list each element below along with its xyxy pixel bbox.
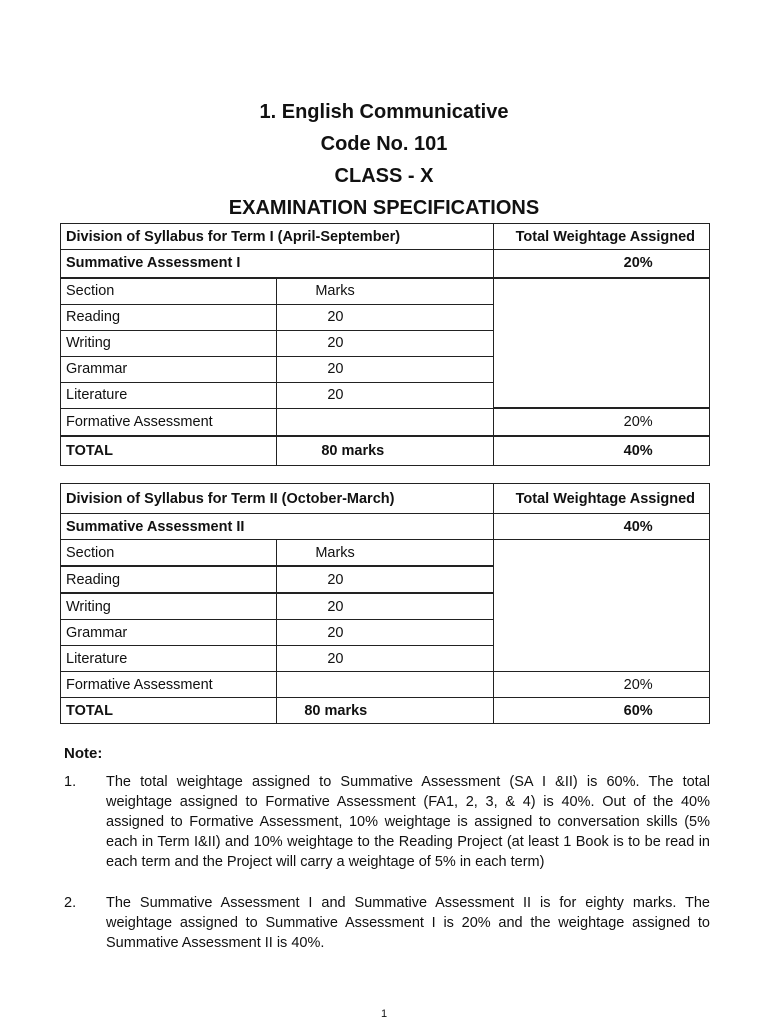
term2-formative-label: Formative Assessment (61, 672, 277, 698)
term2-grammar-label: Grammar (61, 620, 277, 646)
term1-total-label: TOTAL (61, 436, 277, 465)
term1-total-weight: 40% (493, 436, 709, 465)
document-title-block (0, 96, 768, 224)
term1-reading-label: Reading (61, 304, 277, 330)
table-row (61, 408, 710, 436)
table-row (61, 514, 710, 540)
note-text: The Summative Assessment I and Summative Assessment II is for eighty marks. The weightage assigned to Summative Assessment I is 20% and the weightage assigned to Summative Assessment II is 40%. (106, 895, 710, 951)
term2-reading-label: Reading (61, 566, 277, 593)
term1-spec-table (60, 223, 710, 466)
term1-summative-weight: 20% (493, 250, 709, 278)
table-row (61, 436, 710, 465)
table-row (61, 224, 710, 250)
table-row (61, 278, 710, 305)
term2-literature-marks: 20 (277, 646, 493, 672)
note-text: The total weightage assigned to Summative Assessment (SA I &II) is 60%. The total weightage assigned to Formative Assessment (FA1, 2, 3, & 4) is 40%. Out of the 40% assigned to Formative Assessment, 10% weightage is assigned to conversation skills (5% each in Term I&II) and 10% weightage to the Reading Project (at least 1 Book is to be read in each term and the Project will carry a weightage of 5% in each term) (106, 774, 710, 870)
term2-total-weight: 60% (493, 698, 709, 724)
subject-title: 1. English Communicative (259, 101, 509, 123)
term1-reading-marks: 20 (277, 304, 493, 330)
term2-formative-marks (277, 672, 493, 698)
term2-section-header: Section (61, 540, 277, 567)
term2-grammar-marks: 20 (277, 620, 493, 646)
term1-summative-label: Summative Assessment I (61, 250, 494, 278)
subject-code: Code No. 101 (320, 133, 448, 155)
term2-formative-weight: 20% (493, 672, 709, 698)
term2-division-cell: Division of Syllabus for Term II (October-March) (61, 484, 494, 514)
table-row (61, 484, 710, 514)
term1-grammar-marks: 20 (277, 356, 493, 382)
note-heading: Note: (64, 745, 103, 762)
term1-division-cell: Division of Syllabus for Term I (April-September) (61, 224, 494, 250)
term2-writing-marks: 20 (277, 593, 493, 620)
term1-empty-weight-cell (493, 278, 709, 409)
term1-formative-marks (277, 408, 493, 436)
table-row (61, 540, 710, 567)
term2-empty-weight-cell (493, 540, 709, 672)
note-item-1 (64, 772, 710, 872)
term1-writing-label: Writing (61, 330, 277, 356)
table-row (61, 250, 710, 278)
specifications-heading: EXAMINATION SPECIFICATIONS (228, 197, 540, 219)
term2-total-label: TOTAL (61, 698, 277, 724)
term1-formative-label: Formative Assessment (61, 408, 277, 436)
term1-marks-header: Marks (277, 278, 493, 305)
term1-writing-marks: 20 (277, 330, 493, 356)
term1-total-marks: 80 marks (277, 436, 493, 465)
term2-spec-table (60, 483, 710, 724)
term2-marks-header: Marks (277, 540, 493, 567)
page-number: 1 (380, 1008, 388, 1020)
note-number: 1. (64, 774, 77, 790)
term1-formative-weight: 20% (493, 408, 709, 436)
term1-grammar-label: Grammar (61, 356, 277, 382)
table-row (61, 698, 710, 724)
term2-summative-label: Summative Assessment II (61, 514, 494, 540)
term1-literature-label: Literature (61, 382, 277, 408)
term2-literature-label: Literature (61, 646, 277, 672)
term2-summative-weight: 40% (493, 514, 709, 540)
class-label: CLASS - X (334, 165, 434, 187)
term2-reading-marks: 20 (277, 566, 493, 593)
term1-weightage-header: Total Weightage Assigned (493, 224, 709, 250)
note-number: 2. (64, 895, 77, 911)
term1-section-header: Section (61, 278, 277, 305)
term2-writing-label: Writing (61, 593, 277, 620)
term1-literature-marks: 20 (277, 382, 493, 408)
note-item-2 (64, 893, 710, 953)
table-row (61, 672, 710, 698)
term2-weightage-header: Total Weightage Assigned (493, 484, 709, 514)
term2-total-marks: 80 marks (277, 698, 493, 724)
